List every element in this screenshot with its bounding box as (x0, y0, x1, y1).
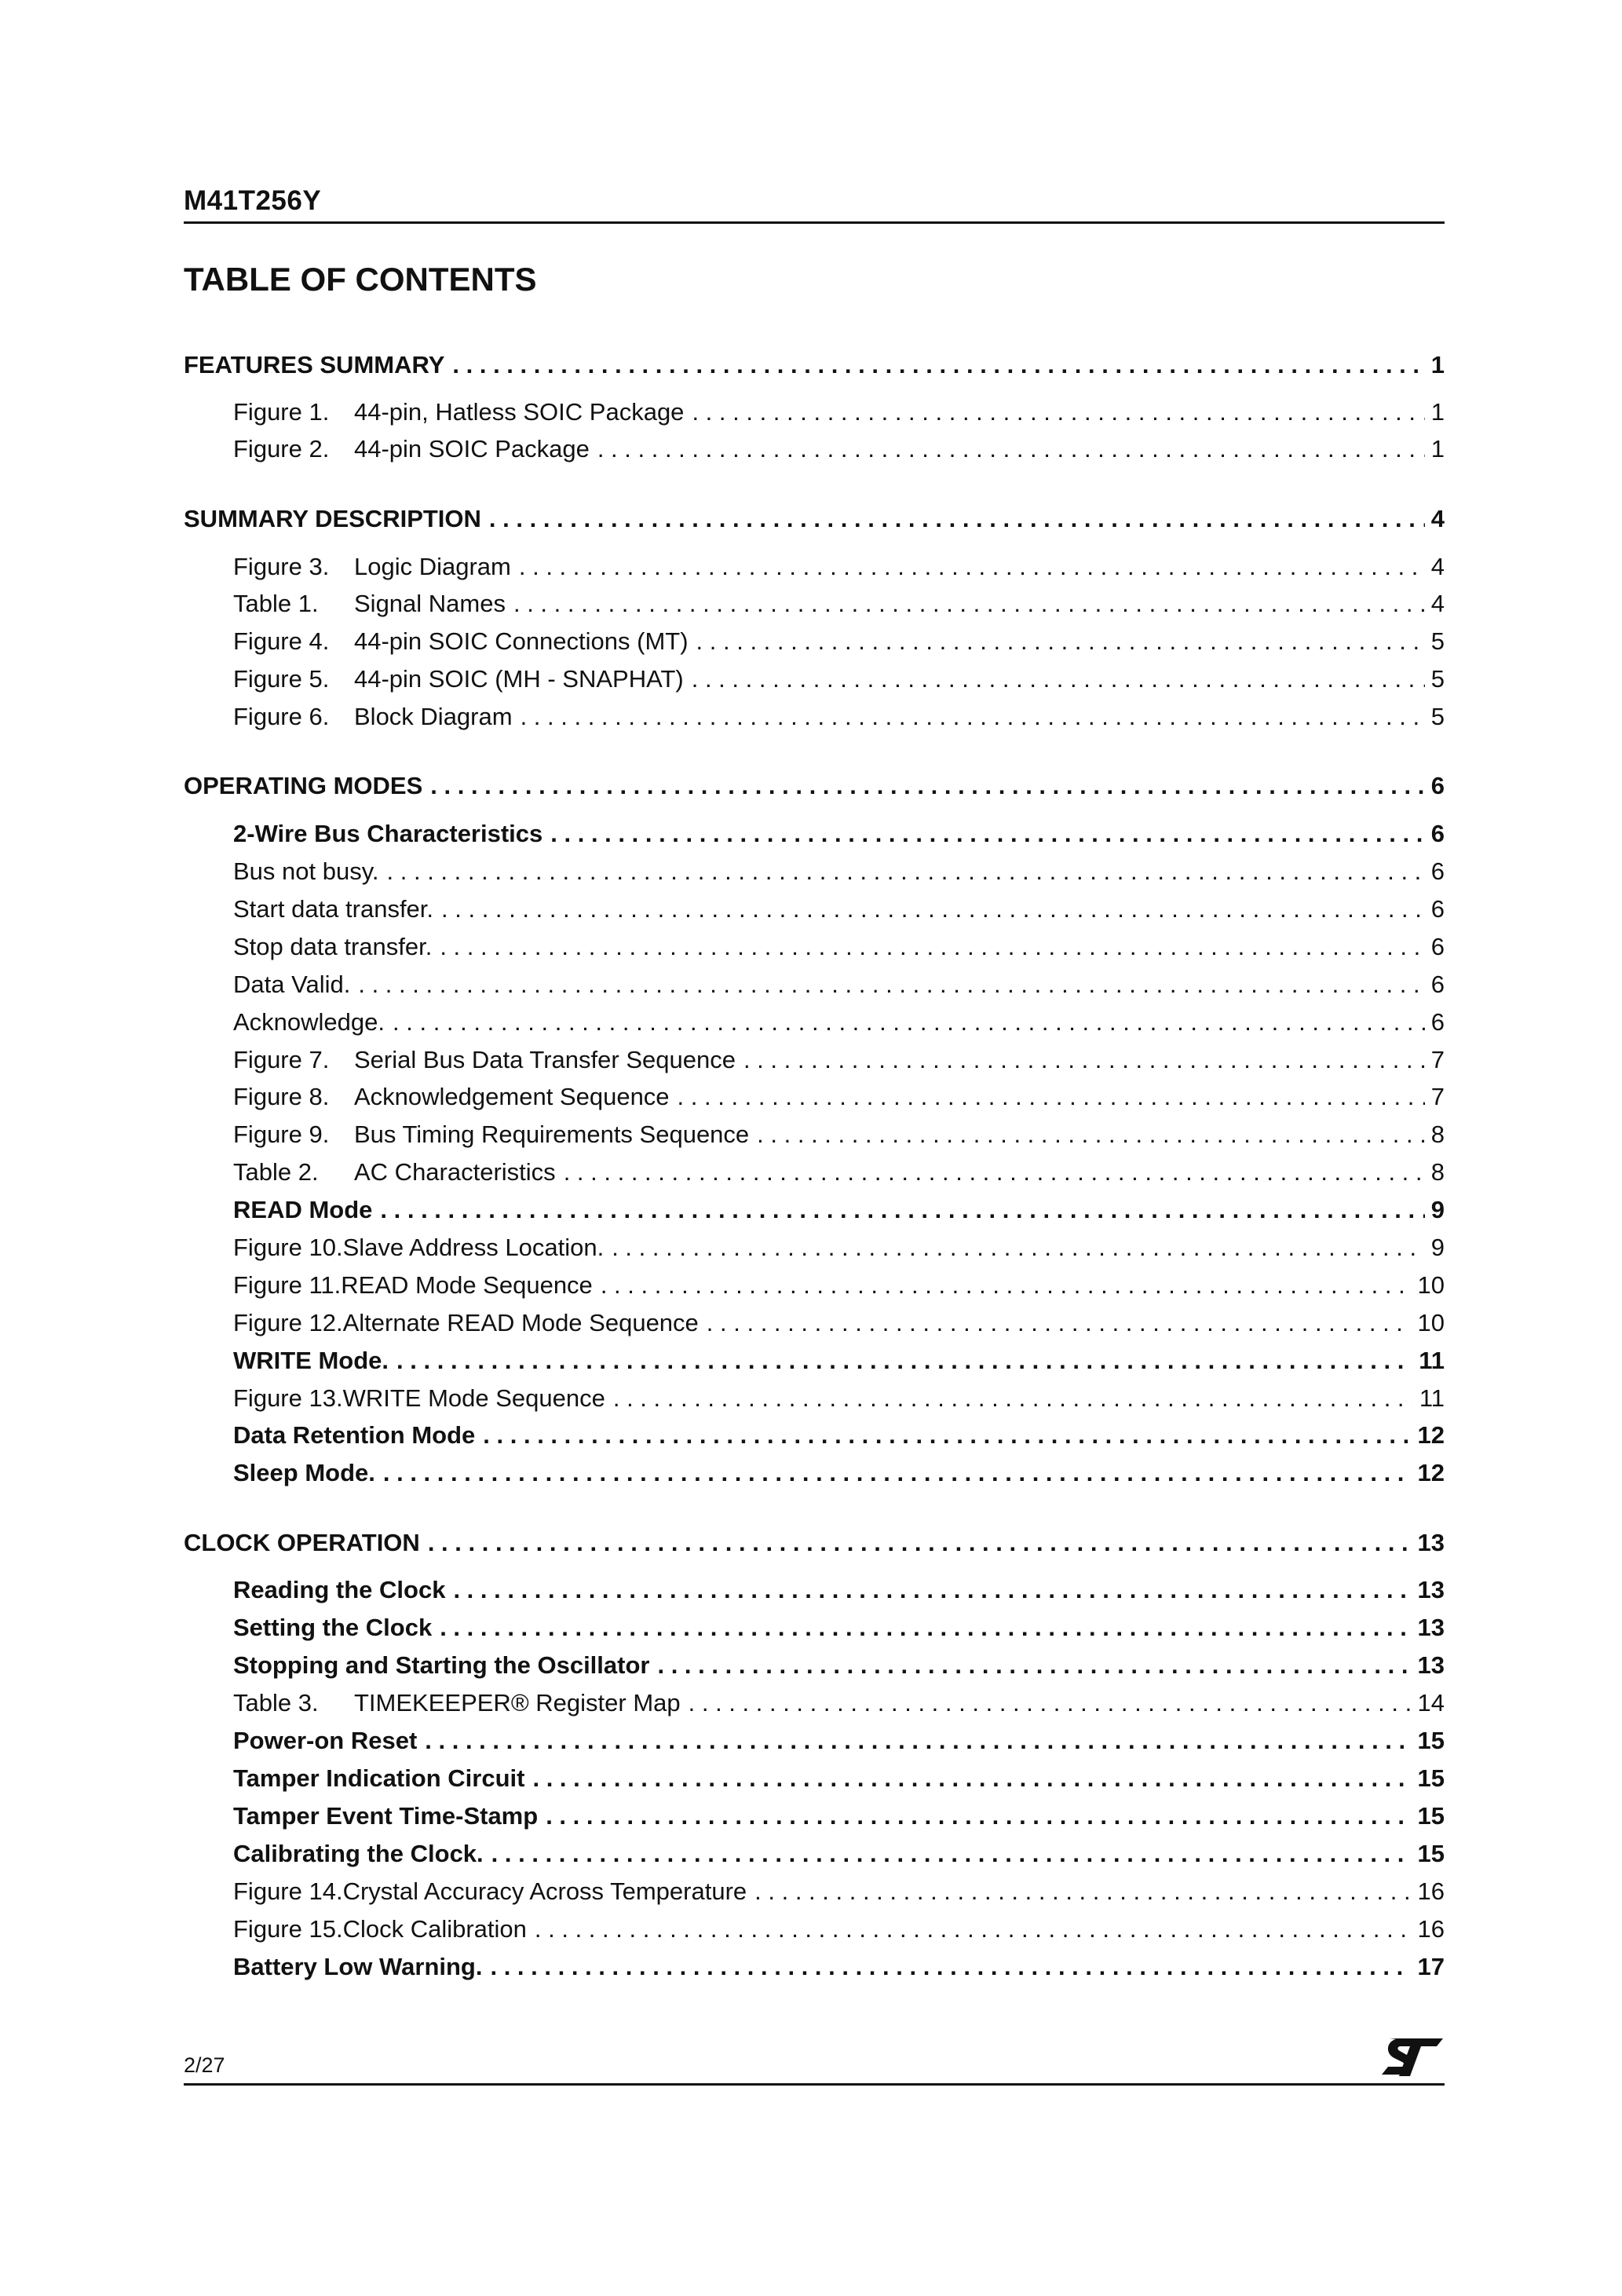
toc-entry-page: 13 (1417, 1614, 1445, 1641)
toc-entry-page: 6 (1430, 933, 1445, 960)
toc-entry-number: Figure 3. (233, 553, 330, 580)
toc-dot-leader (453, 1576, 1411, 1604)
toc-entry-label: Acknowledge. (233, 1008, 385, 1036)
toc-dot-leader (692, 665, 1425, 693)
footer-divider (184, 2083, 1445, 2086)
toc-heading: TABLE OF CONTENTS (184, 261, 537, 298)
toc-dot-leader (696, 627, 1425, 656)
toc-entry-label: Reading the Clock (233, 1576, 446, 1603)
toc-dot-leader (490, 1953, 1411, 1981)
toc-entry-number: Table 2. (233, 1158, 319, 1186)
toc-entry-label: Bus Timing Requirements Sequence (354, 1121, 750, 1148)
toc-entry-label: Block Diagram (354, 703, 513, 730)
toc-entry-label: 44-pin SOIC Package (354, 435, 590, 462)
toc-entry-label: WRITE Mode. (233, 1347, 389, 1374)
toc-entry-page: 15 (1417, 1727, 1445, 1754)
toc-entry-label: Data Retention Mode (233, 1421, 476, 1449)
toc-entry[interactable] (233, 1271, 1445, 1300)
toc-entry-label: Start data transfer. (233, 895, 434, 923)
toc-entry-number: Figure 10. (233, 1234, 343, 1261)
toc-entry-number: Figure 9. (233, 1121, 330, 1148)
toc-entry-label: READ Mode Sequence (341, 1271, 593, 1299)
toc-entry[interactable] (233, 398, 1445, 426)
toc-dot-leader (692, 398, 1424, 426)
toc-entry-page: 13 (1417, 1576, 1445, 1603)
toc-entry[interactable] (233, 1953, 1445, 1981)
toc-dot-leader (743, 1046, 1425, 1074)
toc-dot-leader (754, 1877, 1411, 1906)
toc-entry-page: 8 (1430, 1158, 1445, 1186)
toc-dot-leader (358, 971, 1424, 999)
toc-dot-leader (757, 1121, 1425, 1149)
toc-entry-page: 15 (1417, 1764, 1445, 1792)
toc-entry-label: Stop data transfer. (233, 933, 433, 960)
toc-dot-leader (387, 857, 1425, 886)
part-number-header: M41T256Y (184, 185, 322, 216)
toc-entry[interactable] (233, 1840, 1445, 1868)
toc-dot-leader (491, 1840, 1412, 1868)
toc-entry-page: 6 (1430, 1008, 1445, 1036)
toc-entry[interactable] (233, 590, 1445, 618)
toc-entry-page: 6 (1430, 772, 1445, 799)
toc-dot-leader (597, 435, 1425, 463)
toc-dot-leader (396, 1347, 1412, 1375)
toc-entry-page: 5 (1430, 627, 1445, 655)
toc-entry-number: Figure 4. (233, 627, 330, 655)
toc-entry-number: Figure 6. (233, 703, 330, 730)
toc-entry-number: Figure 12. (233, 1309, 343, 1336)
toc-entry[interactable] (233, 1651, 1445, 1680)
toc-entry[interactable] (233, 1614, 1445, 1642)
toc-dot-leader (678, 1083, 1425, 1111)
toc-entry-number: Figure 14. (233, 1877, 343, 1905)
toc-entry-label: Crystal Accuracy Across Temperature (342, 1877, 747, 1905)
toc-dot-leader (393, 1008, 1425, 1036)
toc-entry-number: Figure 2. (233, 435, 330, 462)
toc-entry-label: Logic Diagram (354, 553, 511, 580)
toc-entry-page: 1 (1430, 435, 1445, 462)
toc-entry[interactable] (233, 820, 1445, 848)
toc-entry[interactable] (233, 665, 1445, 693)
toc-entry-label: 2-Wire Bus Characteristics (233, 820, 543, 847)
toc-entry-label: 44-pin SOIC Connections (MT) (354, 627, 689, 655)
toc-dot-leader (521, 703, 1425, 731)
toc-entry[interactable] (233, 435, 1445, 463)
toc-entry-page: 9 (1430, 1196, 1445, 1223)
toc-entry[interactable] (233, 1459, 1445, 1487)
toc-entry-page: 1 (1430, 351, 1445, 378)
toc-dot-leader (425, 1727, 1411, 1755)
toc-entry-page: 4 (1430, 590, 1445, 617)
toc-entry-page: 6 (1430, 820, 1445, 847)
toc-entry-label: Tamper Event Time-Stamp (233, 1802, 539, 1830)
toc-entry-page: 11 (1419, 1384, 1445, 1412)
toc-entry[interactable] (233, 971, 1445, 999)
toc-entry[interactable] (233, 1347, 1445, 1375)
toc-entry-label: Calibrating the Clock. (233, 1840, 484, 1867)
toc-entry-label: CLOCK OPERATION (184, 1529, 420, 1556)
toc-entry-page: 13 (1417, 1651, 1445, 1679)
toc-dot-leader (483, 1421, 1411, 1450)
toc-entry-number: Figure 11. (233, 1271, 342, 1299)
toc-dot-leader (440, 1614, 1411, 1642)
toc-entry[interactable] (233, 1915, 1445, 1943)
toc-entry-page: 6 (1430, 971, 1445, 998)
toc-entry-number: Figure 1. (233, 398, 330, 426)
toc-entry-page: 13 (1417, 1529, 1445, 1556)
toc-entry-number: Figure 15. (233, 1915, 343, 1943)
toc-entry-page: 12 (1417, 1459, 1445, 1486)
toc-entry[interactable] (184, 505, 1445, 533)
toc-entry-label: Battery Low Warning. (233, 1953, 483, 1980)
toc-entry[interactable] (184, 772, 1445, 800)
toc-entry-label: Slave Address Location. (342, 1234, 605, 1261)
toc-entry-label: WRITE Mode Sequence (342, 1384, 605, 1412)
toc-entry-label: Data Valid. (233, 971, 351, 998)
toc-entry-label: 44-pin SOIC (MH - SNAPHAT) (354, 665, 684, 693)
toc-dot-leader (564, 1158, 1425, 1186)
toc-entry-label: Power-on Reset (233, 1727, 418, 1754)
toc-entry[interactable] (233, 1727, 1445, 1755)
toc-entry[interactable] (233, 1576, 1445, 1604)
toc-entry-page: 11 (1419, 1347, 1445, 1374)
toc-entry[interactable] (233, 1196, 1445, 1224)
toc-dot-leader (689, 1689, 1412, 1717)
toc-dot-leader (612, 1234, 1425, 1262)
toc-entry-label: 44-pin, Hatless SOIC Package (354, 398, 685, 426)
toc-entry[interactable] (233, 933, 1445, 961)
toc-dot-leader (428, 1529, 1412, 1557)
toc-entry-number: Table 1. (233, 590, 319, 617)
toc-entry-page: 5 (1430, 703, 1445, 730)
toc-entry-label: Serial Bus Data Transfer Sequence (354, 1046, 736, 1073)
toc-entry-page: 9 (1430, 1234, 1445, 1261)
toc-entry-label: READ Mode (233, 1196, 373, 1223)
toc-entry-page: 12 (1417, 1421, 1445, 1449)
toc-entry-page: 8 (1430, 1121, 1445, 1148)
toc-dot-leader (383, 1459, 1412, 1487)
toc-entry[interactable] (233, 1877, 1445, 1906)
toc-entry-page: 5 (1430, 665, 1445, 693)
toc-entry[interactable] (233, 1802, 1445, 1830)
toc-entry-page: 16 (1417, 1915, 1445, 1943)
toc-entry[interactable] (233, 1234, 1445, 1262)
toc-entry-page: 4 (1430, 553, 1445, 580)
toc-entry-number: Figure 5. (233, 665, 330, 693)
toc-entry-label: Setting the Clock (233, 1614, 433, 1641)
toc-entry[interactable] (233, 1046, 1445, 1074)
toc-entry-page: 17 (1417, 1953, 1445, 1980)
toc-dot-leader (550, 820, 1424, 848)
toc-dot-leader (532, 1764, 1411, 1793)
toc-dot-leader (441, 895, 1425, 923)
toc-dot-leader (657, 1651, 1411, 1680)
toc-entry[interactable] (233, 1121, 1445, 1149)
toc-entry[interactable] (233, 553, 1445, 581)
toc-entry-label: Bus not busy. (233, 857, 379, 885)
toc-dot-leader (513, 590, 1425, 618)
toc-dot-leader (613, 1384, 1413, 1413)
toc-entry[interactable] (233, 857, 1445, 886)
toc-entry[interactable] (233, 1158, 1445, 1186)
toc-entry-label: AC Characteristics (354, 1158, 556, 1186)
toc-dot-leader (519, 553, 1425, 581)
toc-entry-page: 15 (1417, 1840, 1445, 1867)
toc-entry-number: Figure 13. (233, 1384, 343, 1412)
toc-entry-page: 10 (1417, 1309, 1445, 1336)
toc-dot-leader (546, 1802, 1411, 1830)
toc-dot-leader (430, 772, 1424, 800)
toc-entry[interactable] (233, 895, 1445, 923)
toc-entry-label: TIMEKEEPER® Register Map (354, 1689, 681, 1717)
toc-entry-page: 7 (1430, 1046, 1445, 1073)
toc-entry-page: 14 (1417, 1689, 1445, 1717)
toc-entry-page: 10 (1417, 1271, 1445, 1299)
toc-entry-label: Signal Names (354, 590, 506, 617)
toc-entry-label: FEATURES SUMMARY (184, 351, 445, 378)
toc-entry-label: Acknowledgement Sequence (354, 1083, 670, 1110)
toc-entry[interactable] (233, 1083, 1445, 1111)
toc-dot-leader (380, 1196, 1424, 1224)
toc-entry[interactable] (233, 1421, 1445, 1450)
toc-entry-page: 4 (1430, 505, 1445, 532)
toc-entry[interactable] (233, 1008, 1445, 1036)
toc-dot-leader (489, 505, 1425, 533)
toc-dot-leader (535, 1915, 1412, 1943)
toc-entry-page: 7 (1430, 1083, 1445, 1110)
toc-entry-label: SUMMARY DESCRIPTION (184, 505, 481, 532)
toc-entry-number: Figure 7. (233, 1046, 330, 1073)
toc-entry[interactable] (233, 1689, 1445, 1717)
toc-entry-label: Tamper Indication Circuit (233, 1764, 525, 1792)
toc-dot-leader (707, 1309, 1412, 1337)
toc-entry[interactable] (184, 1529, 1445, 1557)
toc-entry[interactable] (233, 1309, 1445, 1337)
toc-entry-page: 16 (1417, 1877, 1445, 1905)
toc-entry-number: Table 3. (233, 1689, 319, 1717)
toc-entry-label: Sleep Mode. (233, 1459, 375, 1486)
toc-entry-label: Clock Calibration (342, 1915, 527, 1943)
toc-entry-label: OPERATING MODES (184, 772, 423, 799)
st-logo-icon (1375, 2035, 1445, 2079)
toc-entry[interactable] (233, 1384, 1445, 1413)
toc-entry-page: 6 (1430, 857, 1445, 885)
toc-entry-page: 1 (1430, 398, 1445, 426)
toc-entry-page: 15 (1417, 1802, 1445, 1830)
toc-entry-page: 6 (1430, 895, 1445, 923)
toc-dot-leader (601, 1271, 1412, 1300)
toc-entry[interactable] (233, 627, 1445, 656)
page-number: 2/27 (184, 2053, 225, 2077)
toc-entry[interactable] (184, 351, 1445, 379)
toc-entry[interactable] (233, 1764, 1445, 1793)
toc-dot-leader (452, 351, 1424, 379)
toc-entry-label: Stopping and Starting the Oscillator (233, 1651, 650, 1679)
toc-entry[interactable] (233, 703, 1445, 731)
toc-entry-label: Alternate READ Mode Sequence (342, 1309, 699, 1336)
toc-entry-number: Figure 8. (233, 1083, 330, 1110)
toc-dot-leader (440, 933, 1424, 961)
